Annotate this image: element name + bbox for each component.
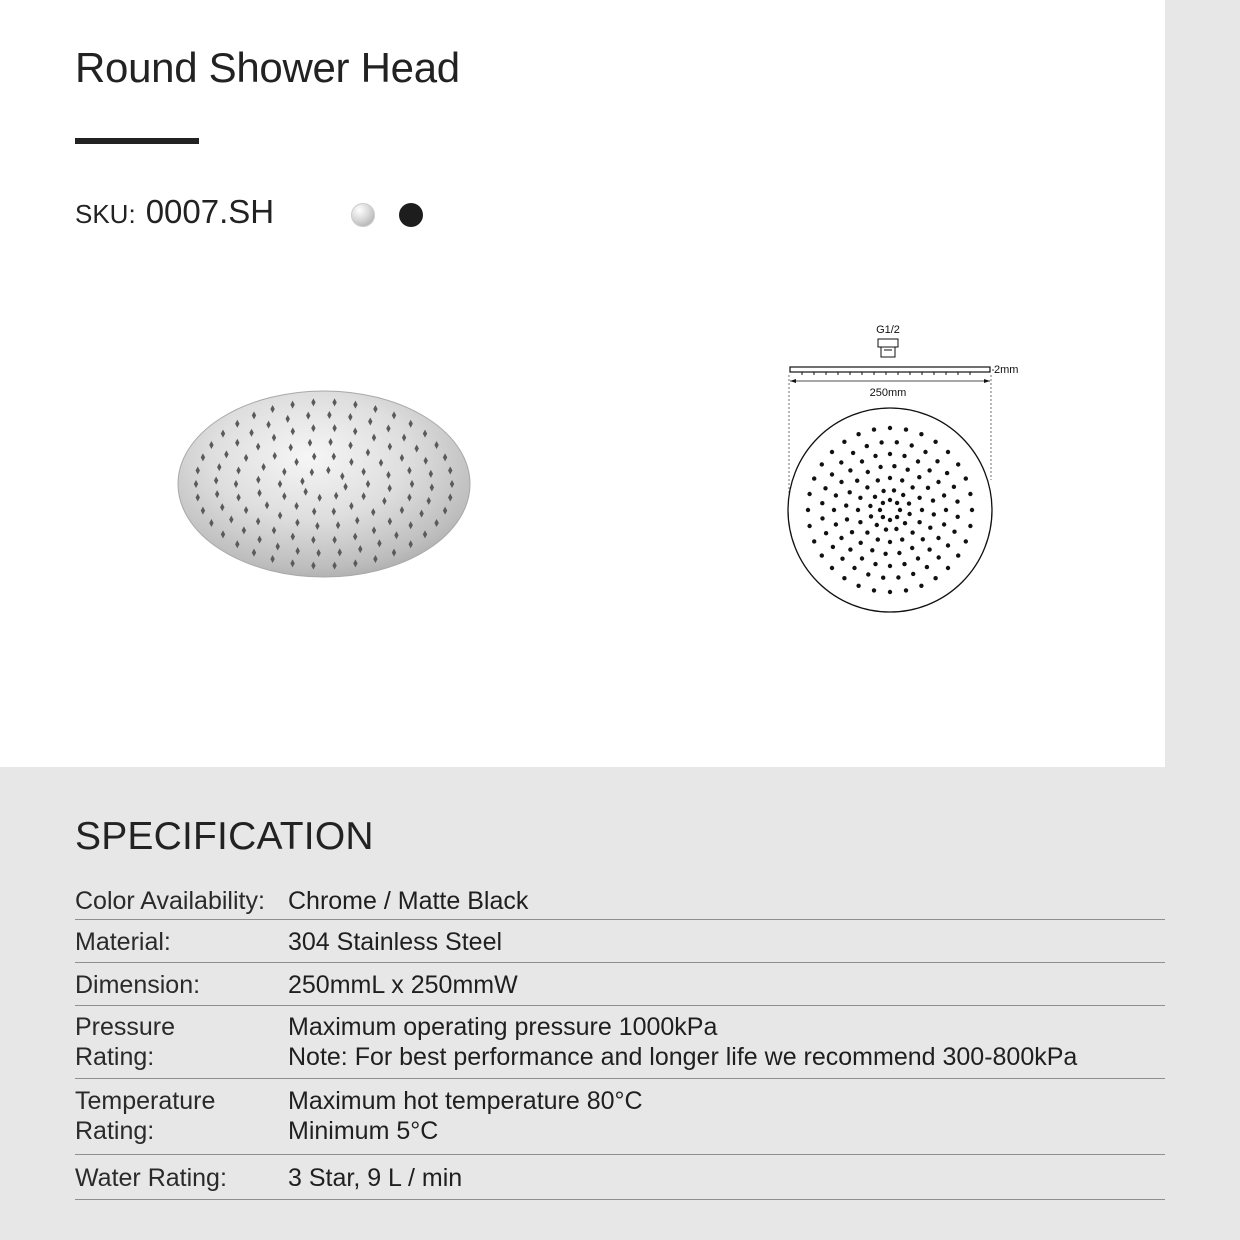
nozzle-dot xyxy=(858,520,862,524)
nozzle-dot xyxy=(911,572,915,576)
nozzle-dot xyxy=(916,556,920,560)
nozzle-dot xyxy=(895,501,899,505)
nozzle-dot xyxy=(920,508,924,512)
width-dimension-label: 250mm xyxy=(869,387,907,399)
technical-drawing xyxy=(780,315,1040,620)
spec-label: Dimension: xyxy=(75,971,201,999)
nozzle-dot xyxy=(888,518,892,522)
nozzle-dot xyxy=(852,566,856,570)
nozzle-dot xyxy=(906,468,910,472)
thread-size-label: G1/2 xyxy=(876,324,900,336)
nozzle-dot xyxy=(820,516,824,520)
nozzle-dot xyxy=(897,551,901,555)
nozzle-dot xyxy=(937,555,941,559)
spec-label: Material: xyxy=(75,928,171,956)
nozzle-dot xyxy=(945,471,949,475)
nozzle-dot xyxy=(870,548,874,552)
nozzle-dot xyxy=(824,531,828,535)
nozzle-dot xyxy=(917,520,921,524)
spec-value xyxy=(288,1086,643,1154)
nozzle-dot xyxy=(956,553,960,557)
nozzle-dot xyxy=(850,530,854,534)
nozzle-dot xyxy=(883,552,887,556)
nozzle-dot xyxy=(907,512,911,516)
spec-value xyxy=(288,886,528,919)
spec-value-line: 304 Stainless Steel xyxy=(288,928,503,956)
sku-line xyxy=(75,193,274,231)
nozzle-dot xyxy=(820,462,824,466)
nozzle-dot xyxy=(830,450,834,454)
spec-label: Pressure Rating: xyxy=(75,1013,176,1071)
nozzle-dot xyxy=(944,508,948,512)
nozzle-dot xyxy=(884,527,888,531)
spec-value-line: Maximum hot temperature 80°C xyxy=(288,1087,643,1115)
nozzle-dot xyxy=(916,459,920,463)
chrome-swatch[interactable] xyxy=(351,203,375,227)
thickness-label: 2mm xyxy=(994,364,1019,376)
nozzle-dot xyxy=(812,476,816,480)
nozzle-dot xyxy=(888,498,892,502)
nozzle-dot xyxy=(898,508,902,512)
nozzle-dot xyxy=(856,432,860,436)
nozzle-dot xyxy=(902,454,906,458)
product-title: Round Shower Head xyxy=(75,44,460,91)
nozzle-dot xyxy=(807,492,811,496)
nozzle-dot xyxy=(952,485,956,489)
spec-label: Color Availability: xyxy=(75,887,265,915)
nozzle-dot xyxy=(875,523,879,527)
nozzle-dot xyxy=(872,427,876,431)
nozzle-dot xyxy=(970,508,974,512)
nozzle-dot xyxy=(900,537,904,541)
nozzle-dot xyxy=(856,584,860,588)
nozzle-dot xyxy=(806,508,810,512)
spec-table xyxy=(75,880,1165,1200)
nozzle-dot xyxy=(851,451,855,455)
nozzle-dot xyxy=(839,480,843,484)
nozzle-dot xyxy=(900,478,904,482)
nozzle-dot xyxy=(873,495,877,499)
nozzle-dot xyxy=(848,547,852,551)
nozzle-dot xyxy=(881,501,885,505)
nozzle-dot xyxy=(865,444,869,448)
nozzle-dot xyxy=(901,493,905,497)
nozzle-dot xyxy=(946,543,950,547)
nozzle-dot xyxy=(888,452,892,456)
spec-row-material xyxy=(75,920,1165,963)
nozzle-dot xyxy=(968,524,972,528)
nozzle-dot xyxy=(823,486,827,490)
nozzle-dot xyxy=(895,515,899,519)
nozzle-dot xyxy=(942,493,946,497)
nozzle-dot xyxy=(876,478,880,482)
nozzle-dot xyxy=(842,576,846,580)
nozzle-dot xyxy=(834,493,838,497)
sku-value: 0007.SH xyxy=(145,193,275,230)
nozzle-dot xyxy=(894,527,898,531)
nozzle-dot xyxy=(964,539,968,543)
nozzle-dot xyxy=(895,440,899,444)
nozzle-dot xyxy=(834,522,838,526)
nozzle-dot xyxy=(942,522,946,526)
nozzle-dot xyxy=(878,465,882,469)
spec-row-dimension xyxy=(75,963,1165,1006)
spec-value-line: Chrome / Matte Black xyxy=(288,887,529,915)
nozzle-dot xyxy=(936,480,940,484)
spec-value xyxy=(288,1163,462,1199)
nozzle-dot xyxy=(820,501,824,505)
nozzle-dot xyxy=(904,588,908,592)
nozzle-dot xyxy=(872,588,876,592)
specification-heading: SPECIFICATION xyxy=(75,815,374,858)
nozzle-dot xyxy=(910,546,914,550)
nozzle-dot xyxy=(812,539,816,543)
nozzle-dot xyxy=(879,440,883,444)
nozzle-dot xyxy=(845,517,849,521)
nozzle-dot xyxy=(946,450,950,454)
nozzle-dot xyxy=(888,540,892,544)
spec-value-line: Minimum 5°C xyxy=(288,1117,439,1145)
nozzle-dot xyxy=(865,485,869,489)
product-photo xyxy=(170,380,480,590)
nozzle-dot xyxy=(873,562,877,566)
nozzle-dot xyxy=(927,547,931,551)
nozzle-dot xyxy=(910,485,914,489)
spec-value-line: Maximum operating pressure 1000kPa xyxy=(288,1013,718,1041)
spec-label: Water Rating: xyxy=(75,1164,227,1192)
nozzle-dot xyxy=(859,541,863,545)
spec-row-color xyxy=(75,880,1165,920)
nozzle-dot xyxy=(888,564,892,568)
nozzle-dot xyxy=(910,530,914,534)
nozzle-dot xyxy=(933,440,937,444)
sku-label: SKU: xyxy=(75,199,136,229)
spec-row-temperature xyxy=(75,1079,1165,1155)
spec-value-line: 250mmL x 250mmW xyxy=(288,971,518,999)
nozzle-dot xyxy=(858,496,862,500)
nozzle-dot xyxy=(907,501,911,505)
nozzle-dot xyxy=(902,562,906,566)
nozzle-dot xyxy=(888,426,892,430)
nozzle-dot xyxy=(820,553,824,557)
spec-label: Temperature Rating: xyxy=(75,1087,216,1145)
nozzle-dot xyxy=(888,476,892,480)
nozzle-dot xyxy=(892,488,896,492)
nozzle-dot xyxy=(868,504,872,508)
nozzle-dot xyxy=(878,508,882,512)
nozzle-dot xyxy=(904,427,908,431)
nozzle-dot xyxy=(925,565,929,569)
nozzle-dot xyxy=(839,536,843,540)
nozzle-dot xyxy=(866,470,870,474)
nozzle-dot xyxy=(952,530,956,534)
nozzle-dot xyxy=(910,443,914,447)
nozzle-dot xyxy=(866,572,870,576)
spec-value-line: Note: For best performance and longer life we recommend 300-800kPa xyxy=(288,1043,1078,1071)
nozzle-dot xyxy=(955,499,959,503)
nozzle-dot xyxy=(860,556,864,560)
nozzle-dot xyxy=(869,514,873,518)
nozzle-dot xyxy=(840,557,844,561)
spec-value xyxy=(288,927,502,962)
nozzle-dot xyxy=(931,498,935,502)
nozzle-dot xyxy=(855,479,859,483)
nozzle-dot xyxy=(831,545,835,549)
nozzle-dot xyxy=(956,462,960,466)
spec-value xyxy=(288,970,518,1005)
nozzle-dot xyxy=(844,503,848,507)
nozzle-dot xyxy=(964,476,968,480)
nozzle-dot xyxy=(873,454,877,458)
nozzle-dot xyxy=(917,496,921,500)
nozzle-dot xyxy=(830,566,834,570)
nozzle-dot xyxy=(956,515,960,519)
nozzle-dot xyxy=(933,576,937,580)
spec-value-line: 3 Star, 9 L / min xyxy=(288,1164,463,1192)
nozzle-dot xyxy=(896,575,900,579)
nozzle-dot xyxy=(881,576,885,580)
nozzle-dot xyxy=(876,537,880,541)
nozzle-dot xyxy=(881,489,885,493)
nozzle-dot xyxy=(903,521,907,525)
nozzle-dot xyxy=(927,468,931,472)
nozzle-dot xyxy=(923,450,927,454)
nozzle-dot xyxy=(888,590,892,594)
nozzle-dot xyxy=(932,512,936,516)
spec-value xyxy=(288,1012,1077,1078)
nozzle-dot xyxy=(919,584,923,588)
nozzle-dot xyxy=(848,468,852,472)
nozzle-dot xyxy=(807,524,811,528)
nozzle-dot xyxy=(926,486,930,490)
matte-black-swatch[interactable] xyxy=(399,203,423,227)
nozzle-dot xyxy=(830,472,834,476)
nozzle-dot xyxy=(917,475,921,479)
nozzle-dot xyxy=(842,440,846,444)
spec-row-water xyxy=(75,1155,1165,1200)
spec-row-pressure xyxy=(75,1006,1165,1079)
nozzle-dot xyxy=(928,526,932,530)
title-underline xyxy=(75,138,199,144)
nozzle-dot xyxy=(839,460,843,464)
nozzle-dot xyxy=(848,490,852,494)
nozzle-dot xyxy=(892,464,896,468)
nozzle-dot xyxy=(865,530,869,534)
nozzle-dot xyxy=(921,537,925,541)
nozzle-dot xyxy=(919,432,923,436)
nozzle-dot xyxy=(832,508,836,512)
nozzle-dot xyxy=(860,459,864,463)
nozzle-dot xyxy=(935,459,939,463)
nozzle-dot xyxy=(968,492,972,496)
nozzle-dot xyxy=(936,536,940,540)
nozzle-dot xyxy=(946,566,950,570)
nozzle-dot xyxy=(881,515,885,519)
nozzle-dot xyxy=(856,508,860,512)
